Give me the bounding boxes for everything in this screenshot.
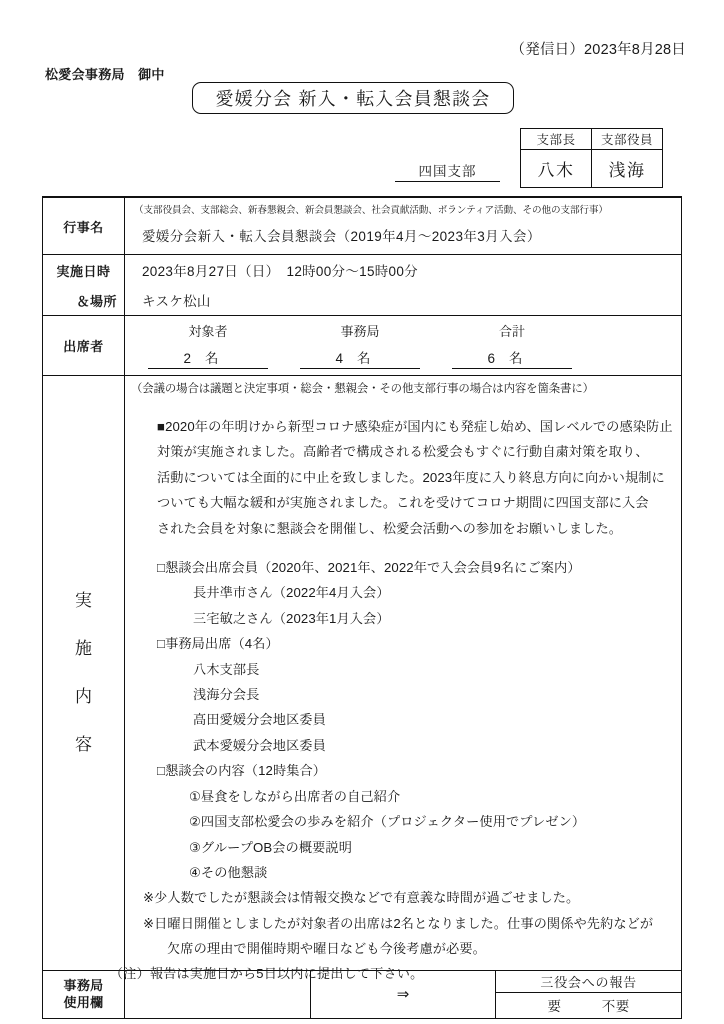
content-body [125, 396, 681, 970]
label-place: ＆場所 [43, 285, 125, 316]
place-value-cell [125, 285, 682, 316]
issue-date: （発信日）2023年8月28日 [510, 42, 686, 58]
attendees-col-total: 合計 [498, 324, 525, 339]
officer-col-branch-chief: 支部長 [521, 129, 592, 150]
attendees-value-total: 6名 [452, 347, 572, 369]
row-event-name [43, 197, 682, 217]
content-paragraph-line: された会員を対象に懇談会を開催し、松愛会活動への参加をお願いしました。 [157, 520, 623, 536]
datetime-value-cell [125, 255, 682, 286]
content-section2-item: 高田愛媛分会地区委員 [193, 712, 326, 728]
attendees-value-target: 2名 [148, 347, 268, 369]
label-content-vertical [75, 577, 92, 769]
content-remark: ※少人数でしたが懇談会は情報交換などで有意義な時間が過ごせました。 [143, 890, 580, 906]
label-content-char-4: 容 [75, 734, 92, 754]
officer-name-branch-chief: 八木 [521, 150, 592, 188]
content-section3-item: ④その他懇談 [189, 864, 268, 880]
attendees-cell [125, 316, 682, 376]
content-paragraph-line: 活動については全面的に中止を致しました。2023年度に入り終息方向に向かい規制に [157, 469, 665, 485]
place-value: キスケ松山 [142, 294, 211, 309]
label-content [43, 376, 125, 971]
event-note-cell [125, 197, 682, 217]
event-name-value: 愛媛分会新入・転入会員懇談会（2019年4月〜2023年3月入会） [142, 229, 541, 244]
content-section2-item: 武本愛媛分会地区委員 [193, 737, 326, 753]
content-section2-item: 浅海分会長 [193, 687, 260, 703]
label-office-use-line2: 使用欄 [63, 995, 104, 1011]
content-paragraph-line: ■2020年の年明けから新型コロナ感染症が国内にも発症し始め、国レベルでの感染防止 [157, 419, 673, 434]
event-name-cell [125, 217, 682, 255]
content-section1-item: 三宅敏之さん（2023年1月入会） [193, 610, 390, 626]
datetime-value: 2023年8月27日（日） 12時00分〜15時00分 [142, 264, 418, 279]
content-section3-item: ①昼食をしながら出席者の自己紹介 [189, 788, 401, 804]
officer-name-branch-officer: 浅海 [592, 150, 663, 188]
event-note: （支部役員会、支部総会、新春懇親会、新会員懇談会、社会貢献活動、ボランティア活動、その他の支部行事） [134, 205, 608, 216]
report-option-not-required[interactable]: 不要 [601, 999, 630, 1015]
attendees-col-target: 対象者 [188, 324, 228, 339]
attendees-value-row [132, 340, 680, 369]
content-remark: ※日曜日開催としましたが対象者の出席は2名となりました。仕事の関係や先約などが [143, 915, 654, 931]
label-datetime: 実施日時 [43, 255, 125, 286]
row-attendees [43, 316, 682, 376]
content-section1-heading: □懇談会出席会員（2020年、2021年、2022年で入会会員9名にご案内） [157, 560, 581, 576]
main-form-table [42, 196, 682, 1019]
content-spacer [143, 541, 671, 555]
content-paragraph-line: ついても大幅な緩和が実施されました。これを受けてコロナ期間に四国支部に入会 [157, 495, 649, 511]
officer-table [520, 128, 663, 188]
label-content-char-1: 実 [75, 590, 92, 610]
attendees-header-row [132, 317, 680, 340]
label-office-use-line1: 事務局 [63, 978, 104, 994]
content-note: （会議の場合は議題と決定事項・総会・懇親会・その他支部行事の場合は内容を箇条書に） [131, 383, 594, 395]
content-section2-item: 八木支部長 [193, 661, 260, 677]
attendees-grid [126, 317, 680, 374]
row-datetime [43, 255, 682, 286]
label-event-name: 行事名 [43, 197, 125, 255]
document-title-text: 愛媛分会 新入・転入会員懇談会 [215, 89, 491, 109]
arrow-icon: ⇒ [310, 970, 496, 1018]
officer-name-row [521, 150, 663, 188]
report-options [496, 992, 682, 1018]
content-section1-item: 長井凖市さん（2022年4月入会） [193, 585, 390, 601]
report-option-required[interactable]: 要 [547, 999, 562, 1015]
branch-name: 四国支部 [395, 160, 500, 182]
attendees-value-total-wrap [436, 347, 588, 369]
content-section3-item: ③グループOB会の概要説明 [189, 839, 352, 855]
officer-col-branch-officer: 支部役員 [592, 129, 663, 150]
officer-header-row [521, 129, 663, 150]
content-section2-heading: □事務局出席（4名） [157, 636, 279, 652]
content-remark: 欠席の理由で開催時期や曜日なども今後考慮が必要。 [167, 941, 486, 957]
document-title [192, 82, 514, 114]
row-content [43, 376, 682, 971]
attendees-col-office: 事務局 [340, 324, 380, 339]
attendees-value-office: 4名 [300, 347, 420, 369]
label-attendees: 出席者 [43, 316, 125, 376]
label-content-char-2: 施 [75, 638, 92, 658]
tail-note: （注）報告は実施日から5日以内に提出して下さい。 [110, 966, 424, 981]
content-paragraph-line: 対策が実施されました。高齢者で構成される松愛会もすぐに行動自粛対策を取り、 [157, 444, 649, 460]
content-section3-item: ②四国支部松愛会の歩みを紹介（プロジェクター使用でプレゼン） [189, 814, 586, 830]
row-event-name-value [43, 217, 682, 255]
label-content-char-3: 内 [75, 686, 92, 706]
attendees-value-target-wrap [132, 347, 284, 369]
attendees-value-office-wrap [284, 347, 436, 369]
content-section3-heading: □懇談会の内容（12時集合） [157, 763, 327, 779]
report-heading: 三役会への報告 [496, 970, 682, 992]
addressee: 松愛会事務局 御中 [45, 67, 165, 82]
row-place [43, 285, 682, 316]
content-cell [125, 376, 682, 971]
